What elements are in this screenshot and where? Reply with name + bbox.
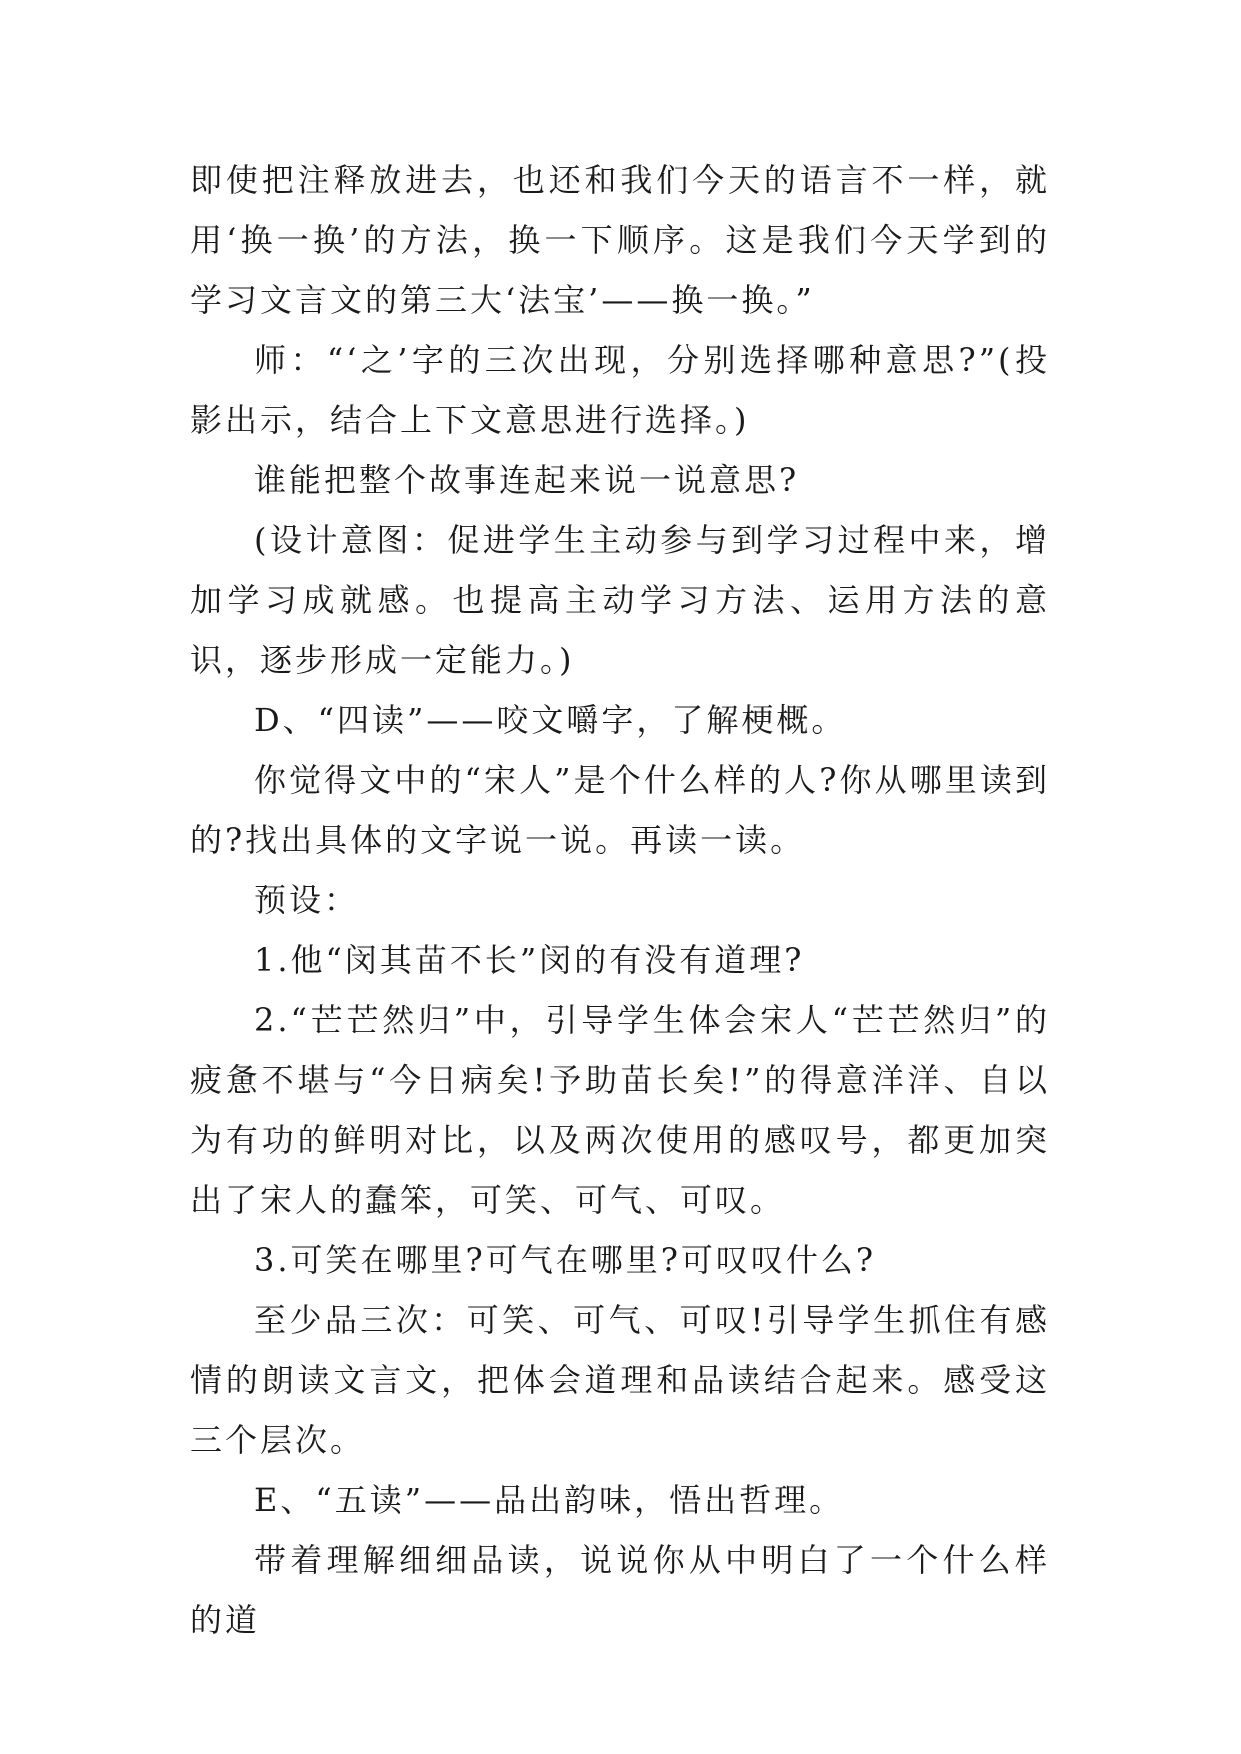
- section-heading-e: E、“五读”——品出韵味，悟出哲理。: [254, 1481, 845, 1519]
- section-heading-d: D、“四读”——咬文嚼字，了解梗概。: [254, 701, 847, 739]
- paragraph-3: 谁能把整个故事连起来说一说意思?: [254, 461, 800, 499]
- paragraph-1: 即使把注释放进去，也还和我们今天的语言不一样，就用‘换一换’的方法，换一下顺序。这是我们今天学到的学习文言文的第三大‘法宝’——换一换。”: [190, 161, 1050, 319]
- paragraph-11: 至少品三次：可笑、可气、可叹!引导学生抓住有感情的朗读文言文，把体会道理和品读结合起来。感受这三个层次。: [190, 1301, 1050, 1459]
- paragraph-13: 带着理解细细品读，说说你从中明白了一个什么样的道: [190, 1541, 1050, 1639]
- list-item-2: 2.“芒芒然归”中，引导学生体会宋人“芒芒然归”的疲惫不堪与“今日病矣!予助苗长矣!”的得意洋洋、自以为有功的鲜明对比，以及两次使用的感叹号，都更加突出了宋人的蠢笨，可笑、可气、可叹。: [190, 1001, 1050, 1219]
- paragraph-7: 预设：: [254, 881, 360, 919]
- list-item-3: 3.可笑在哪里?可气在哪里?可叹叹什么?: [254, 1241, 877, 1279]
- document-body: [190, 150, 1050, 1650]
- list-item-1: 1.他“闵其苗不长”闵的有没有道理?: [254, 941, 805, 979]
- paragraph-2: 师：“‘之’字的三次出现，分别选择哪种意思?”(投影出示，结合上下文意思进行选择。): [190, 341, 1050, 439]
- paragraph-6: 你觉得文中的“宋人”是个什么样的人?你从哪里读到的?找出具体的文字说一说。再读一读。: [190, 761, 1050, 859]
- paragraph-4: (设计意图：促进学生主动参与到学习过程中来，增加学习成就感。也提高主动学习方法、运用方法的意识，逐步形成一定能力。): [190, 521, 1050, 679]
